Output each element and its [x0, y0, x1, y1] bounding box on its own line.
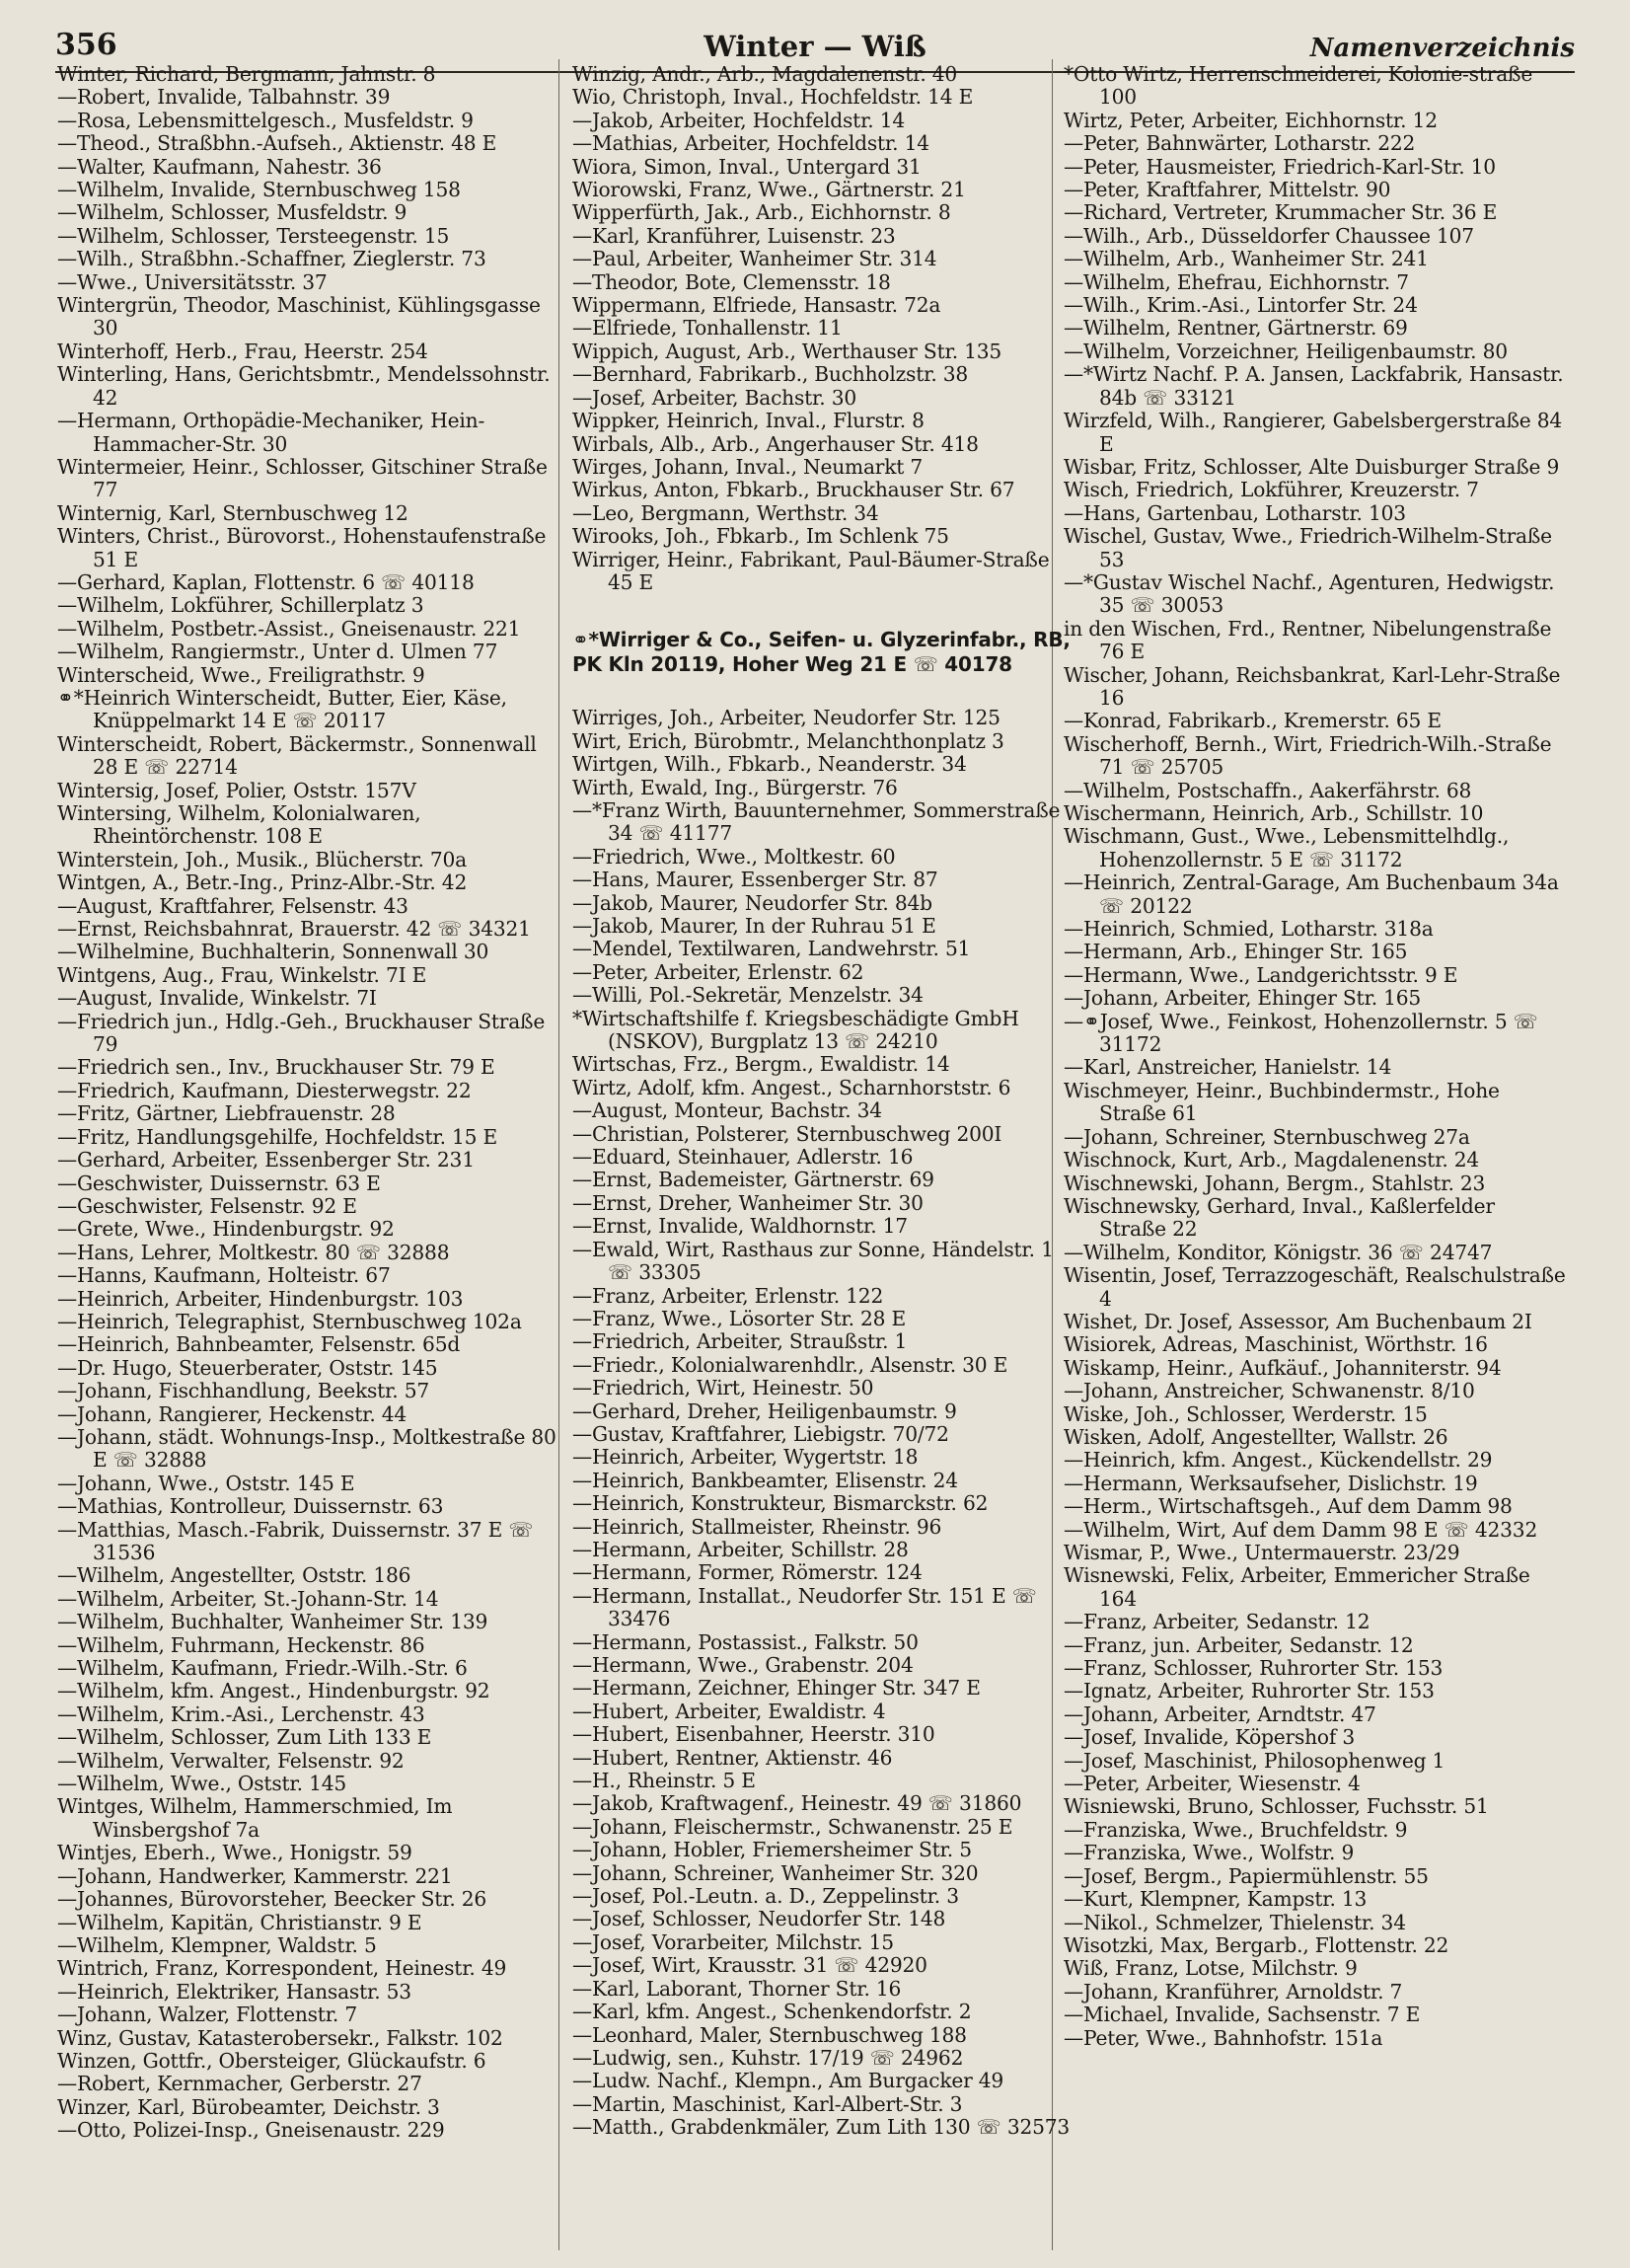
- directory-entry: —Wilhelm, Schlosser, Zum Lith 133 E: [57, 1725, 432, 1750]
- directory-entry: —Josef, Arbeiter, Bachstr. 30: [572, 385, 857, 410]
- directory-entry: *Wirtschaftshilfe f. Kriegsbeschädigte GmbH (NSKOV), Burgplatz 13 ☏ 24210: [572, 1006, 1019, 1054]
- directory-entry: Wintjes, Eberh., Wwe., Honigstr. 59: [57, 1841, 412, 1865]
- directory-entry: —Josef, Schlosser, Neudorfer Str. 148: [572, 1907, 946, 1931]
- directory-entry: —Jakob, Maurer, In der Ruhrau 51 E: [572, 914, 936, 938]
- directory-entry: Wipperfürth, Jak., Arb., Eichhornstr. 8: [572, 200, 951, 225]
- directory-entry: —Jakob, Kraftwagenf., Heinestr. 49 ☏ 31860: [572, 1791, 1022, 1816]
- directory-entry: —Wilhelm, Ehefrau, Eichhornstr. 7: [1064, 269, 1409, 294]
- directory-entry: —Gerhard, Arbeiter, Essenberger Str. 231: [57, 1148, 475, 1172]
- directory-entry: in den Wischen, Frd., Rentner, Nibelungenstraße 76 E: [1064, 616, 1552, 664]
- directory-entry: Wippker, Heinrich, Inval., Flurstr. 8: [572, 409, 925, 433]
- directory-entry: —*Wirtz Nachf. P. A. Jansen, Lackfabrik, Hansastr. 84b ☏ 33121: [1064, 362, 1564, 410]
- directory-entry: —Ernst, Dreher, Wanheimer Str. 30: [572, 1190, 924, 1215]
- directory-entry: —Josef, Wirt, Krausstr. 31 ☏ 42920: [572, 1953, 927, 1978]
- directory-entry: Wirtz, Adolf, kfm. Angest., Scharnhorststr. 6: [572, 1075, 1011, 1099]
- directory-entry: Wischel, Gustav, Wwe., Friedrich-Wilhelm-Straße 53: [1064, 524, 1552, 571]
- directory-entry: —Theodor, Bote, Clemensstr. 18: [572, 269, 891, 294]
- directory-entry: Wiskamp, Heinr., Aufkäuf., Johanniterstr. 94: [1064, 1355, 1502, 1380]
- directory-entry: —*Gustav Wischel Nachf., Agenturen, Hedwigstr. 35 ☏ 30053: [1064, 569, 1555, 618]
- directory-entry: Winternig, Karl, Sternbuschweg 12: [57, 500, 408, 525]
- directory-entry: —Heinrich, Bankbeamter, Elisenstr. 24: [572, 1468, 958, 1492]
- column-2-continued-entries: [572, 707, 1075, 2139]
- directory-entry: Wio, Christoph, Inval., Hochfeldstr. 14 E: [572, 85, 974, 110]
- directory-entry: Wirt, Erich, Bürobmtr., Melanchthonplatz 3: [572, 728, 1004, 753]
- directory-entry: —Peter, Bahnwärter, Lotharstr. 222: [1064, 131, 1416, 156]
- advertisement-entry: ⚭*Wirriger & Co., Seifen- u. Glyzerinfabr., RB, PK Kln 20119, Hoher Weg 21 E ☏ 40178: [572, 628, 1071, 677]
- directory-entry: —Franz, Arbeiter, Sedanstr. 12: [1064, 1610, 1371, 1634]
- directory-entry: —Wilhelm, Schlosser, Musfeldstr. 9: [57, 200, 408, 225]
- directory-entry: —Karl, Kranführer, Luisenstr. 23: [572, 223, 896, 248]
- directory-entry: —Heinrich, Stallmeister, Rheinstr. 96: [572, 1514, 942, 1539]
- directory-entry: Winzen, Gottfr., Obersteiger, Glückaufstr. 6: [57, 2048, 486, 2073]
- directory-entry: —Otto, Polizei-Insp., Gneisenaustr. 229: [57, 2118, 445, 2143]
- directory-entry: Wiorowski, Franz, Wwe., Gärtnerstr. 21: [572, 178, 966, 202]
- directory-entry: —Hermann, Installat., Neudorfer Str. 151 E ☏ 33476: [572, 1583, 1037, 1631]
- directory-entry: Winterhoff, Herb., Frau, Heerstr. 254: [57, 339, 428, 363]
- directory-entry: Wisentin, Josef, Terrazzogeschäft, Realschulstraße 4: [1064, 1263, 1566, 1311]
- directory-entry: —Hermann, Wwe., Grabenstr. 204: [572, 1653, 914, 1677]
- directory-entry: —Wilhelm, Klempner, Waldstr. 5: [57, 1932, 377, 1957]
- directory-entry: —Wilhelm, Arbeiter, St.-Johann-Str. 14: [57, 1586, 439, 1611]
- directory-entry: —Friedrich jun., Hdlg.-Geh., Bruckhauser Straße 79: [57, 1009, 546, 1057]
- directory-entry: Wirtschas, Frz., Bergm., Ewaldistr. 14: [572, 1052, 950, 1077]
- directory-entry: —Johann, städt. Wohnungs-Insp., Moltkestraße 80 E ☏ 32888: [57, 1424, 556, 1473]
- directory-entry: —Hanns, Kaufmann, Holteistr. 67: [57, 1263, 391, 1288]
- directory-entry: Wirkus, Anton, Fbkarb., Bruckhauser Str. 67: [572, 478, 1015, 502]
- directory-entry: —Gerhard, Kaplan, Flottenstr. 6 ☏ 40118: [57, 569, 475, 594]
- directory-entry: —Johannes, Bürovorsteher, Beecker Str. 26: [57, 1887, 487, 1912]
- directory-entry: —Wilh., Arb., Düsseldorfer Chaussee 107: [1064, 223, 1474, 248]
- directory-entry: —Johann, Anstreicher, Schwanenstr. 8/10: [1064, 1379, 1475, 1403]
- directory-entry: —Fritz, Gärtner, Liebfrauenstr. 28: [57, 1101, 396, 1126]
- directory-entry: —Peter, Wwe., Bahnhofstr. 151a: [1064, 2025, 1383, 2050]
- directory-entry: Wischermann, Heinrich, Arb., Schillstr. 10: [1064, 801, 1484, 825]
- directory-entry: *Otto Wirtz, Herrenschneiderei, Kolonie-straße 100: [1064, 62, 1533, 110]
- directory-entry: —Wilhelm, Arb., Wanheimer Str. 241: [1064, 247, 1429, 271]
- directory-entry: Wirzfeld, Wilh., Rangierer, Gabelsbergerstraße 84 E: [1064, 409, 1562, 456]
- directory-entry: —Wilhelm, Postschaffn., Aakerfährstr. 68: [1064, 778, 1472, 802]
- directory-entry: Wiora, Simon, Inval., Untergard 31: [572, 154, 922, 179]
- directory-entry: —Franz, jun. Arbeiter, Sedanstr. 12: [1064, 1632, 1414, 1657]
- directory-entry: Wintermeier, Heinr., Schlosser, Gitschiner Straße 77: [57, 454, 548, 502]
- directory-entry: —Geschwister, Duissernstr. 63 E: [57, 1171, 381, 1195]
- directory-entry: —Rosa, Lebensmittelgesch., Musfeldstr. 9: [57, 108, 474, 132]
- directory-entry: —Elfriede, Tonhallenstr. 11: [572, 316, 843, 340]
- directory-entry: —Wilhelm, Fuhrmann, Heckenstr. 86: [57, 1632, 425, 1657]
- directory-entry: —Hermann, Werksaufseher, Dislichstr. 19: [1064, 1471, 1478, 1495]
- directory-entry: Wischmeyer, Heinr., Buchbindermstr., Hohe Straße 61: [1064, 1078, 1500, 1126]
- directory-entry: —Hermann, Arb., Ehinger Str. 165: [1064, 940, 1408, 964]
- directory-entry: —Heinrich, Elektriker, Hansastr. 53: [57, 1979, 411, 2003]
- directory-entry: —⚭Josef, Wwe., Feinkost, Hohenzollernstr. 5 ☏ 31172: [1064, 1009, 1538, 1057]
- directory-entry: —Hermann, Arbeiter, Schillstr. 28: [572, 1537, 909, 1561]
- directory-entry: —Josef, Pol.-Leutn. a. D., Zeppelinstr. 3: [572, 1884, 959, 1909]
- directory-entry: —Friedrich, Arbeiter, Straußstr. 1: [572, 1329, 908, 1354]
- directory-entry: —Hans, Gartenbau, Lotharstr. 103: [1064, 500, 1406, 525]
- directory-entry: —Michael, Invalide, Sachsenstr. 7 E: [1064, 2003, 1421, 2027]
- directory-entry: —Wilhelm, Angestellter, Oststr. 186: [57, 1563, 411, 1588]
- directory-entry: —Geschwister, Felsenstr. 92 E: [57, 1193, 357, 1218]
- directory-entry: —Karl, Anstreicher, Hanielstr. 14: [1064, 1055, 1392, 1080]
- directory-entry: —Heinrich, Telegraphist, Sternbuschweg 102a: [57, 1309, 522, 1333]
- directory-entry: Wischer, Johann, Reichsbankrat, Karl-Lehr-Straße 16: [1064, 662, 1561, 710]
- directory-entry: —Hubert, Arbeiter, Ewaldistr. 4: [572, 1699, 886, 1723]
- directory-entry: —Heinrich, Arbeiter, Wygertstr. 18: [572, 1445, 919, 1470]
- directory-entry: —Franz, Arbeiter, Erlenstr. 122: [572, 1283, 884, 1308]
- directory-entry: —Franziska, Wwe., Wolfstr. 9: [1064, 1841, 1355, 1865]
- directory-entry: —Wilhelm, Schlosser, Tersteegenstr. 15: [57, 223, 450, 248]
- directory-entry: Wishet, Dr. Josef, Assessor, Am Buchenbaum 2I: [1064, 1309, 1532, 1333]
- directory-entry: —Walter, Kaufmann, Nahestr. 36: [57, 154, 382, 179]
- directory-entry: Wisotzki, Max, Bergarb., Flottenstr. 22: [1064, 1932, 1449, 1957]
- directory-entry: —Mendel, Textilwaren, Landwehrstr. 51: [572, 937, 971, 961]
- directory-entry: —Christian, Polsterer, Sternbuschweg 200I: [572, 1121, 1002, 1146]
- directory-entry: —Peter, Kraftfahrer, Mittelstr. 90: [1064, 178, 1391, 202]
- directory-entry: —H., Rheinstr. 5 E: [572, 1769, 756, 1793]
- directory-entry: —Friedrich, Wirt, Heinestr. 50: [572, 1376, 874, 1400]
- directory-entry: —Hermann, Postassist., Falkstr. 50: [572, 1629, 919, 1654]
- directory-entry: —Wilh., Straßbhn.-Schaffner, Zieglerstr. 73: [57, 247, 486, 271]
- directory-entry: —Heinrich, Arbeiter, Hindenburgstr. 103: [57, 1286, 464, 1311]
- directory-entry: —Matth., Grabdenkmäler, Zum Lith 130 ☏ 32573: [572, 2115, 1071, 2140]
- directory-entry: —Josef, Bergm., Papiermühlenstr. 55: [1064, 1863, 1429, 1888]
- directory-entry: Winzig, Andr., Arb., Magdalenenstr. 40: [572, 62, 958, 86]
- directory-entry: —Johann, Fischhandlung, Beekstr. 57: [57, 1379, 430, 1403]
- directory-entry: —Karl, kfm. Angest., Schenkendorfstr. 2: [572, 2000, 972, 2024]
- directory-entry: —Josef, Maschinist, Philosophenweg 1: [1064, 1748, 1445, 1773]
- page-title: Winter — Wiß: [704, 30, 926, 63]
- directory-entry: —Johann, Fleischermstr., Schwanenstr. 25 E: [572, 1814, 1013, 1839]
- directory-entry: —Wilhelm, Kaufmann, Friedr.-Wilh.-Str. 6: [57, 1656, 468, 1681]
- directory-entry: —August, Invalide, Winkelstr. 7I: [57, 986, 377, 1011]
- directory-entry: —Richard, Vertreter, Krummacher Str. 36 E: [1064, 200, 1498, 225]
- directory-entry: Winz, Gustav, Katasterobersekr., Falkstr. 102: [57, 2025, 503, 2050]
- directory-entry: —Franziska, Wwe., Bruchfeldstr. 9: [1064, 1817, 1408, 1842]
- directory-entry: —Robert, Invalide, Talbahnstr. 39: [57, 85, 391, 110]
- directory-entry: —Herm., Wirtschaftsgeh., Auf dem Damm 98: [1064, 1494, 1513, 1519]
- directory-entry: —Peter, Arbeiter, Wiesenstr. 4: [1064, 1772, 1361, 1796]
- directory-entry: —Hubert, Eisenbahner, Heerstr. 310: [572, 1722, 935, 1747]
- directory-entry: —Ernst, Reichsbahnrat, Brauerstr. 42 ☏ 34321: [57, 917, 531, 942]
- directory-entry: Winter, Richard, Bergmann, Jahnstr. 8: [57, 62, 436, 86]
- directory-entry: —Friedrich, Kaufmann, Diesterwegstr. 22: [57, 1078, 472, 1102]
- directory-entry: —Wilhelm, Postbetr.-Assist., Gneisenaustr. 221: [57, 616, 521, 641]
- directory-entry: —Karl, Laborant, Thorner Str. 16: [572, 1976, 902, 2001]
- directory-entry: Wiß, Franz, Lotse, Milchstr. 9: [1064, 1956, 1358, 1981]
- directory-entry: Wintergrün, Theodor, Maschinist, Kühlingsgasse 30: [57, 293, 541, 340]
- directory-entry: Wintges, Wilhelm, Hammerschmied, Im Winsbergshof 7a: [57, 1794, 453, 1842]
- directory-entry: —Hermann, Former, Römerstr. 124: [572, 1560, 923, 1585]
- directory-entry: Wischerhoff, Bernh., Wirt, Friedrich-Wilh.-Straße 71 ☏ 25705: [1064, 731, 1552, 780]
- directory-entry: Wischmann, Gust., Wwe., Lebensmittelhdlg., Hohenzollernstr. 5 E ☏ 31172: [1064, 824, 1510, 871]
- directory-entry: Wisnewski, Felix, Arbeiter, Emmericher Straße 164: [1064, 1563, 1530, 1611]
- directory-entry: —Franz, Wwe., Lösorter Str. 28 E: [572, 1306, 907, 1330]
- directory-entry: Winterling, Hans, Gerichtsbmtr., Mendelssohnstr. 42: [57, 362, 551, 410]
- directory-entry: —Konrad, Fabrikarb., Kremerstr. 65 E: [1064, 709, 1442, 733]
- column-2-entries: [572, 63, 1075, 594]
- directory-entry: Wintgen, A., Betr.-Ing., Prinz-Albr.-Str. 42: [57, 870, 468, 895]
- directory-entry: Wirooks, Joh., Fbkarb., Im Schlenk 75: [572, 524, 949, 549]
- directory-entry: —Friedrich, Wwe., Moltkestr. 60: [572, 844, 896, 869]
- directory-entry: —Wilhelm, Wirt, Auf dem Damm 98 E ☏ 42332: [1064, 1517, 1538, 1542]
- directory-entry: —Wilhelm, Kapitän, Christianstr. 9 E: [57, 1910, 422, 1934]
- directory-entry: —Hans, Maurer, Essenberger Str. 87: [572, 868, 938, 892]
- directory-entry: —Heinrich, Konstrukteur, Bismarckstr. 62: [572, 1491, 989, 1516]
- directory-entry: ⚭*Heinrich Winterscheidt, Butter, Eier, Käse, Knüppelmarkt 14 E ☏ 20117: [57, 685, 507, 733]
- directory-entry: —Grete, Wwe., Hindenburgstr. 92: [57, 1217, 395, 1242]
- directory-entry: —*Franz Wirth, Bauunternehmer, Sommerstraße 34 ☏ 41177: [572, 797, 1061, 846]
- directory-entry: —Johann, Hobler, Friemersheimer Str. 5: [572, 1838, 972, 1862]
- directory-entry: —Wilh., Krim.-Asi., Lintorfer Str. 24: [1064, 293, 1418, 318]
- directory-entry: Wiske, Joh., Schlosser, Werderstr. 15: [1064, 1401, 1428, 1426]
- directory-entry: Wischnewski, Johann, Bergm., Stahlstr. 23: [1064, 1171, 1486, 1195]
- directory-entry: —Leonhard, Maler, Sternbuschweg 188: [572, 2022, 967, 2047]
- directory-entry: Wirth, Ewald, Ing., Bürgerstr. 76: [572, 775, 898, 799]
- directory-entry: —Eduard, Steinhauer, Adlerstr. 16: [572, 1145, 914, 1170]
- directory-entry: —Johann, Handwerker, Kammerstr. 221: [57, 1863, 453, 1888]
- directory-entry: Wirbals, Alb., Arb., Angerhauser Str. 418: [572, 431, 979, 456]
- directory-entry: Winterscheid, Wwe., Freiligrathstr. 9: [57, 662, 425, 687]
- directory-entry: Wippich, August, Arb., Werthauser Str. 135: [572, 339, 1002, 363]
- directory-entry: —Ewald, Wirt, Rasthaus zur Sonne, Händelstr. 1 ☏ 33305: [572, 1237, 1054, 1285]
- directory-entry: —Paul, Arbeiter, Wanheimer Str. 314: [572, 247, 937, 271]
- directory-entry: Wirriger, Heinr., Fabrikant, Paul-Bäumer-Straße 45 E: [572, 547, 1050, 594]
- directory-column-2: [572, 63, 1075, 2140]
- directory-entry: —Johann, Arbeiter, Ehinger Str. 165: [1064, 986, 1422, 1011]
- directory-entry: —Wilhelm, Verwalter, Felsenstr. 92: [57, 1748, 405, 1773]
- directory-entry: —Johann, Rangierer, Heckenstr. 44: [57, 1401, 408, 1426]
- directory-entry: —Heinrich, kfm. Angest., Kückendellstr. 29: [1064, 1448, 1493, 1473]
- directory-entry: —Wilhelm, Rentner, Gärtnerstr. 69: [1064, 316, 1408, 340]
- directory-entry: —Wilhelm, Wwe., Oststr. 145: [57, 1772, 346, 1796]
- directory-entry: —Hans, Lehrer, Moltkestr. 80 ☏ 32888: [57, 1240, 450, 1264]
- directory-entry: Wintersing, Wilhelm, Kolonialwaren, Rheintörchenstr. 108 E: [57, 801, 421, 849]
- directory-entry: Wintgens, Aug., Frau, Winkelstr. 7I E: [57, 962, 427, 987]
- directory-entry: —Ernst, Invalide, Waldhornstr. 17: [572, 1214, 908, 1239]
- directory-entry: —Johann, Arbeiter, Arndtstr. 47: [1064, 1701, 1376, 1726]
- directory-entry: —Leo, Bergmann, Werthstr. 34: [572, 500, 879, 525]
- directory-entry: Wisbar, Fritz, Schlosser, Alte Duisburger Straße 9: [1064, 454, 1560, 479]
- directory-entry: —Jakob, Maurer, Neudorfer Str. 84b: [572, 890, 932, 915]
- directory-entry: —Kurt, Klempner, Kampstr. 13: [1064, 1887, 1368, 1912]
- directory-entry: —Heinrich, Bahnbeamter, Felsenstr. 65d: [57, 1332, 461, 1357]
- directory-entry: —Wilhelm, Lokführer, Schillerplatz 3: [57, 593, 424, 618]
- directory-entry: —Hermann, Orthopädie-Mechaniker, Hein-Hammacher-Str. 30: [57, 409, 485, 456]
- directory-entry: Wischnewsky, Gerhard, Inval., Kaßlerfelder Straße 22: [1064, 1193, 1495, 1242]
- directory-entry: —Friedrich sen., Inv., Bruckhauser Str. 79 E: [57, 1055, 495, 1080]
- directory-entry: —August, Kraftfahrer, Felsenstr. 43: [57, 893, 408, 918]
- directory-entry: Wirriges, Joh., Arbeiter, Neudorfer Str. 125: [572, 706, 1000, 730]
- directory-entry: —Wilhelm, Buchhalter, Wanheimer Str. 139: [57, 1610, 488, 1634]
- directory-entry: —August, Monteur, Bachstr. 34: [572, 1098, 882, 1123]
- directory-entry: —Martin, Maschinist, Karl-Albert-Str. 3: [572, 2091, 963, 2116]
- directory-entry: Wirtgen, Wilh., Fbkarb., Neanderstr. 34: [572, 752, 967, 777]
- directory-entry: —Franz, Schlosser, Ruhrorter Str. 153: [1064, 1656, 1444, 1681]
- directory-entry: Wirtz, Peter, Arbeiter, Eichhornstr. 12: [1064, 108, 1438, 132]
- directory-column-3: [1064, 63, 1567, 2050]
- directory-entry: —Friedr., Kolonialwarenhdlr., Alsenstr. 30 E: [572, 1352, 1008, 1377]
- directory-entry: —Wilhelm, kfm. Angest., Hindenburgstr. 92: [57, 1679, 490, 1703]
- directory-entry: —Heinrich, Schmied, Lotharstr. 318a: [1064, 917, 1434, 942]
- directory-entry: —Wwe., Universitätsstr. 37: [57, 269, 328, 294]
- directory-entry: —Fritz, Handlungsgehilfe, Hochfeldstr. 15 E: [57, 1124, 498, 1149]
- directory-entry: —Willi, Pol.-Sekretär, Menzelstr. 34: [572, 983, 924, 1008]
- directory-entry: —Wilhelmine, Buchhalterin, Sonnenwall 30: [57, 940, 489, 964]
- directory-entry: —Mathias, Kontrolleur, Duissernstr. 63: [57, 1494, 444, 1519]
- directory-entry: —Gerhard, Dreher, Heiligenbaumstr. 9: [572, 1399, 957, 1423]
- directory-entry: —Ludw. Nachf., Klempn., Am Burgacker 49: [572, 2069, 1004, 2093]
- directory-entry: Wippermann, Elfriede, Hansastr. 72a: [572, 293, 941, 318]
- page-number: 356: [55, 28, 117, 62]
- directory-entry: —Johann, Wwe., Oststr. 145 E: [57, 1471, 355, 1495]
- directory-entry: —Wilhelm, Konditor, Königstr. 36 ☏ 24747: [1064, 1240, 1493, 1264]
- directory-entry: Wischnock, Kurt, Arb., Magdalenenstr. 24: [1064, 1148, 1480, 1172]
- directory-entry: —Matthias, Masch.-Fabrik, Duissernstr. 37 E ☏ 31536: [57, 1517, 534, 1564]
- directory-entry: —Dr. Hugo, Steuerberater, Oststr. 145: [57, 1355, 438, 1380]
- directory-entry: —Hermann, Zeichner, Ehinger Str. 347 E: [572, 1676, 981, 1701]
- directory-entry: —Johann, Schreiner, Wanheimer Str. 320: [572, 1860, 979, 1885]
- directory-entry: Wintrich, Franz, Korrespondent, Heinestr. 49: [57, 1956, 507, 1981]
- directory-entry: Wintersig, Josef, Polier, Oststr. 157V: [57, 778, 416, 802]
- directory-entry: —Hermann, Wwe., Landgerichtsstr. 9 E: [1064, 962, 1458, 987]
- directory-entry: —Wilhelm, Vorzeichner, Heiligenbaumstr. 80: [1064, 339, 1508, 363]
- directory-entry: —Johann, Walzer, Flottenstr. 7: [57, 2003, 358, 2027]
- directory-entry: —Gustav, Kraftfahrer, Liebigstr. 70/72: [572, 1421, 949, 1446]
- directory-entry: —Robert, Kernmacher, Gerberstr. 27: [57, 2072, 422, 2096]
- directory-entry: Winterscheidt, Robert, Bäckermstr., Sonnenwall 28 E ☏ 22714: [57, 731, 537, 780]
- directory-entry: —Hubert, Rentner, Aktienstr. 46: [572, 1745, 893, 1770]
- directory-entry: —Josef, Invalide, Köpershof 3: [1064, 1725, 1356, 1750]
- directory-entry: —Johann, Kranführer, Arnoldstr. 7: [1064, 1979, 1403, 2003]
- directory-entry: —Ludwig, sen., Kuhstr. 17/19 ☏ 24962: [572, 2045, 964, 2070]
- directory-entry: —Heinrich, Zentral-Garage, Am Buchenbaum 34a ☏ 20122: [1064, 870, 1559, 918]
- directory-entry: Wisniewski, Bruno, Schlosser, Fuchsstr. 51: [1064, 1794, 1489, 1819]
- directory-entry: —Peter, Arbeiter, Erlenstr. 62: [572, 959, 864, 984]
- directory-entry: —Wilhelm, Krim.-Asi., Lerchenstr. 43: [57, 1701, 425, 1726]
- directory-entry: —Josef, Vorarbeiter, Milchstr. 15: [572, 1929, 894, 1954]
- section-title: Namenverzeichnis: [1309, 34, 1575, 63]
- directory-entry: —Wilhelm, Rangiermstr., Unter d. Ulmen 77: [57, 640, 498, 664]
- directory-entry: —Ernst, Bademeister, Gärtnerstr. 69: [572, 1168, 934, 1192]
- directory-entry: —Mathias, Arbeiter, Hochfeldstr. 14: [572, 131, 929, 156]
- directory-entry: Wisken, Adolf, Angestellter, Wallstr. 26: [1064, 1424, 1448, 1449]
- directory-entry: —Nikol., Schmelzer, Thielenstr. 34: [1064, 1910, 1406, 1934]
- directory-entry: —Peter, Hausmeister, Friedrich-Karl-Str. 10: [1064, 154, 1496, 179]
- directory-entry: Wismar, P., Wwe., Untermauerstr. 23/29: [1064, 1541, 1460, 1564]
- directory-entry: —Ignatz, Arbeiter, Ruhrorter Str. 153: [1064, 1679, 1435, 1703]
- directory-entry: —Bernhard, Fabrikarb., Buchholzstr. 38: [572, 362, 969, 387]
- directory-entry: Winzer, Karl, Bürobeamter, Deichstr. 3: [57, 2094, 440, 2119]
- directory-column-1: [57, 63, 560, 2143]
- directory-entry: Wirges, Johann, Inval., Neumarkt 7: [572, 454, 924, 479]
- directory-entry: —Jakob, Arbeiter, Hochfeldstr. 14: [572, 108, 906, 132]
- directory-entry: —Theod., Straßbhn.-Aufseh., Aktienstr. 48 E: [57, 131, 497, 156]
- directory-entry: Winters, Christ., Bürovorst., Hohenstaufenstraße 51 E: [57, 524, 547, 571]
- directory-entry: —Johann, Schreiner, Sternbuschweg 27a: [1064, 1124, 1470, 1149]
- directory-entry: Wisch, Friedrich, Lokführer, Kreuzerstr. 7: [1064, 478, 1479, 502]
- directory-entry: Winterstein, Joh., Musik., Blücherstr. 70a: [57, 847, 468, 871]
- directory-entry: Wisiorek, Adreas, Maschinist, Wörthstr. 16: [1064, 1332, 1488, 1357]
- directory-entry: —Wilhelm, Invalide, Sternbuschweg 158: [57, 178, 461, 202]
